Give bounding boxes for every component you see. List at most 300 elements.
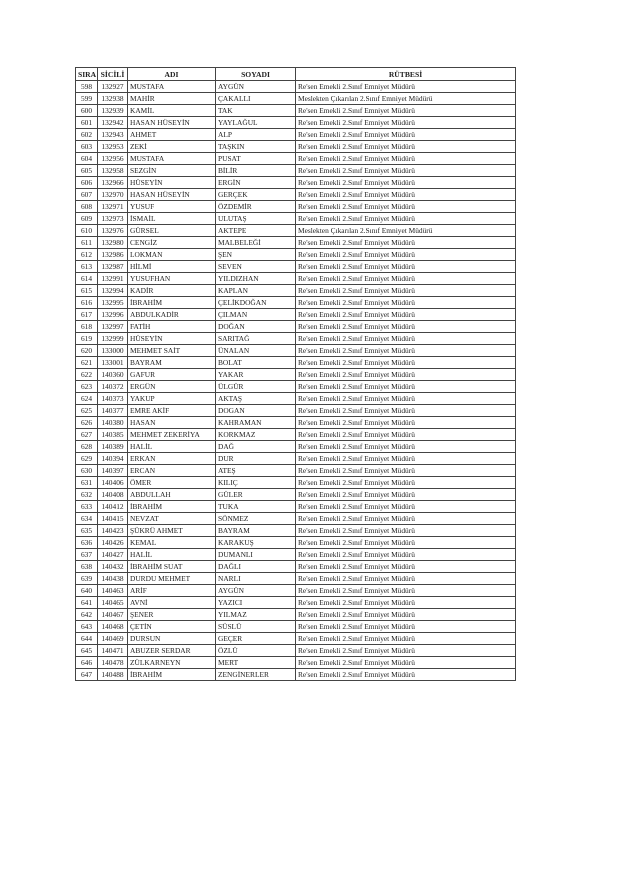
rank-cell: Re'sen Emekli 2.Sınıf Emniyet Müdürü bbox=[296, 309, 516, 321]
surname-cell: DAĞLI bbox=[216, 561, 296, 573]
table-row bbox=[76, 105, 516, 117]
sira-cell: 626 bbox=[76, 417, 98, 429]
surname-cell: AYGÜN bbox=[216, 585, 296, 597]
sicil-cell: 132973 bbox=[98, 213, 128, 225]
rank-cell: Re'sen Emekli 2.Sınıf Emniyet Müdürü bbox=[296, 561, 516, 573]
table-row bbox=[76, 489, 516, 501]
table-row bbox=[76, 501, 516, 513]
sicil-cell: 140465 bbox=[98, 597, 128, 609]
sicil-cell: 132999 bbox=[98, 333, 128, 345]
sicil-cell: 132987 bbox=[98, 261, 128, 273]
name-cell: MEHMET SAİT bbox=[128, 345, 216, 357]
rank-cell: Re'sen Emekli 2.Sınıf Emniyet Müdürü bbox=[296, 405, 516, 417]
table-row bbox=[76, 141, 516, 153]
name-cell: GAFUR bbox=[128, 369, 216, 381]
table-row bbox=[76, 369, 516, 381]
table-row bbox=[76, 453, 516, 465]
rank-cell: Re'sen Emekli 2.Sınıf Emniyet Müdürü bbox=[296, 477, 516, 489]
sira-cell: 610 bbox=[76, 225, 98, 237]
rank-cell: Re'sen Emekli 2.Sınıf Emniyet Müdürü bbox=[296, 597, 516, 609]
rank-cell: Re'sen Emekli 2.Sınıf Emniyet Müdürü bbox=[296, 609, 516, 621]
sira-cell: 645 bbox=[76, 645, 98, 657]
name-cell: YAKUP bbox=[128, 393, 216, 405]
name-cell: DURDU MEHMET bbox=[128, 573, 216, 585]
rank-cell: Re'sen Emekli 2.Sınıf Emniyet Müdürü bbox=[296, 489, 516, 501]
sicil-cell: 140397 bbox=[98, 465, 128, 477]
header-adi: ADI bbox=[128, 68, 216, 81]
name-cell: AHMET bbox=[128, 129, 216, 141]
surname-cell: YAZICI bbox=[216, 597, 296, 609]
rank-cell: Re'sen Emekli 2.Sınıf Emniyet Müdürü bbox=[296, 117, 516, 129]
sicil-cell: 132997 bbox=[98, 321, 128, 333]
name-cell: HİLMİ bbox=[128, 261, 216, 273]
sira-cell: 641 bbox=[76, 597, 98, 609]
sicil-cell: 132994 bbox=[98, 285, 128, 297]
sicil-cell: 132939 bbox=[98, 105, 128, 117]
table-row bbox=[76, 405, 516, 417]
sicil-cell: 132943 bbox=[98, 129, 128, 141]
surname-cell: MERT bbox=[216, 657, 296, 669]
surname-cell: NARLI bbox=[216, 573, 296, 585]
sicil-cell: 140438 bbox=[98, 573, 128, 585]
sira-cell: 632 bbox=[76, 489, 98, 501]
sira-cell: 631 bbox=[76, 477, 98, 489]
table-row bbox=[76, 441, 516, 453]
surname-cell: ERGİN bbox=[216, 177, 296, 189]
sicil-cell: 132986 bbox=[98, 249, 128, 261]
surname-cell: DOĞAN bbox=[216, 321, 296, 333]
surname-cell: TUKA bbox=[216, 501, 296, 513]
sira-cell: 623 bbox=[76, 381, 98, 393]
name-cell: KAMİL bbox=[128, 105, 216, 117]
sicil-cell: 140408 bbox=[98, 489, 128, 501]
table-row bbox=[76, 297, 516, 309]
rank-cell: Re'sen Emekli 2.Sınıf Emniyet Müdürü bbox=[296, 333, 516, 345]
sicil-cell: 140389 bbox=[98, 441, 128, 453]
surname-cell: ÇAKALLI bbox=[216, 93, 296, 105]
surname-cell: MALBELEĞİ bbox=[216, 237, 296, 249]
table-row bbox=[76, 309, 516, 321]
sicil-cell: 132995 bbox=[98, 297, 128, 309]
name-cell: FATİH bbox=[128, 321, 216, 333]
sicil-cell: 140372 bbox=[98, 381, 128, 393]
surname-cell: SÜSLÜ bbox=[216, 621, 296, 633]
sira-cell: 615 bbox=[76, 285, 98, 297]
sicil-cell: 132976 bbox=[98, 225, 128, 237]
surname-cell: ÖZLÜ bbox=[216, 645, 296, 657]
rank-cell: Re'sen Emekli 2.Sınıf Emniyet Müdürü bbox=[296, 141, 516, 153]
rank-cell: Re'sen Emekli 2.Sınıf Emniyet Müdürü bbox=[296, 453, 516, 465]
table-row bbox=[76, 81, 516, 93]
sicil-cell: 132996 bbox=[98, 309, 128, 321]
surname-cell: ALP bbox=[216, 129, 296, 141]
name-cell: HALİL bbox=[128, 549, 216, 561]
rank-cell: Re'sen Emekli 2.Sınıf Emniyet Müdürü bbox=[296, 525, 516, 537]
rank-cell: Re'sen Emekli 2.Sınıf Emniyet Müdürü bbox=[296, 321, 516, 333]
rank-cell: Re'sen Emekli 2.Sınıf Emniyet Müdürü bbox=[296, 573, 516, 585]
rank-cell: Re'sen Emekli 2.Sınıf Emniyet Müdürü bbox=[296, 345, 516, 357]
sira-cell: 607 bbox=[76, 189, 98, 201]
surname-cell: TAK bbox=[216, 105, 296, 117]
name-cell: ERKAN bbox=[128, 453, 216, 465]
table-row bbox=[76, 321, 516, 333]
surname-cell: ÜNALAN bbox=[216, 345, 296, 357]
sicil-cell: 132938 bbox=[98, 93, 128, 105]
table-row bbox=[76, 249, 516, 261]
sicil-cell: 140488 bbox=[98, 669, 128, 681]
table-row bbox=[76, 585, 516, 597]
table-row bbox=[76, 669, 516, 681]
name-cell: ÇETİN bbox=[128, 621, 216, 633]
name-cell: AVNİ bbox=[128, 597, 216, 609]
sira-cell: 608 bbox=[76, 201, 98, 213]
surname-cell: YAKAR bbox=[216, 369, 296, 381]
sira-cell: 606 bbox=[76, 177, 98, 189]
name-cell: MUSTAFA bbox=[128, 153, 216, 165]
table-row bbox=[76, 609, 516, 621]
surname-cell: SÖNMEZ bbox=[216, 513, 296, 525]
name-cell: YUSUF bbox=[128, 201, 216, 213]
name-cell: ÖMER bbox=[128, 477, 216, 489]
table-row bbox=[76, 129, 516, 141]
table-row bbox=[76, 465, 516, 477]
rank-cell: Re'sen Emekli 2.Sınıf Emniyet Müdürü bbox=[296, 189, 516, 201]
name-cell: MEHMET ZEKERİYA bbox=[128, 429, 216, 441]
sicil-cell: 140423 bbox=[98, 525, 128, 537]
sira-cell: 627 bbox=[76, 429, 98, 441]
name-cell: HASAN bbox=[128, 417, 216, 429]
surname-cell: ULUTAŞ bbox=[216, 213, 296, 225]
rank-cell: Re'sen Emekli 2.Sınıf Emniyet Müdürü bbox=[296, 657, 516, 669]
surname-cell: ÖZDEMİR bbox=[216, 201, 296, 213]
sira-cell: 643 bbox=[76, 621, 98, 633]
table-row bbox=[76, 393, 516, 405]
name-cell: İBRAHİM SUAT bbox=[128, 561, 216, 573]
name-cell: HÜSEYİN bbox=[128, 177, 216, 189]
table-body bbox=[76, 81, 516, 681]
table-row bbox=[76, 237, 516, 249]
name-cell: İBRAHİM bbox=[128, 297, 216, 309]
sira-cell: 599 bbox=[76, 93, 98, 105]
name-cell: ZÜLKARNEYN bbox=[128, 657, 216, 669]
surname-cell: DOGAN bbox=[216, 405, 296, 417]
name-cell: MUSTAFA bbox=[128, 81, 216, 93]
sira-cell: 647 bbox=[76, 669, 98, 681]
table-row bbox=[76, 549, 516, 561]
name-cell: LOKMAN bbox=[128, 249, 216, 261]
surname-cell: KORKMAZ bbox=[216, 429, 296, 441]
table-row bbox=[76, 537, 516, 549]
rank-cell: Re'sen Emekli 2.Sınıf Emniyet Müdürü bbox=[296, 369, 516, 381]
sira-cell: 636 bbox=[76, 537, 98, 549]
sicil-cell: 132966 bbox=[98, 177, 128, 189]
rank-cell: Re'sen Emekli 2.Sınıf Emniyet Müdürü bbox=[296, 357, 516, 369]
table-row bbox=[76, 225, 516, 237]
name-cell: ARİF bbox=[128, 585, 216, 597]
rank-cell: Re'sen Emekli 2.Sınıf Emniyet Müdürü bbox=[296, 429, 516, 441]
sira-cell: 617 bbox=[76, 309, 98, 321]
sira-cell: 604 bbox=[76, 153, 98, 165]
header-rutbesi: RÜTBESİ bbox=[296, 68, 516, 81]
rank-cell: Re'sen Emekli 2.Sınıf Emniyet Müdürü bbox=[296, 381, 516, 393]
name-cell: ZEKİ bbox=[128, 141, 216, 153]
sira-cell: 605 bbox=[76, 165, 98, 177]
sira-cell: 622 bbox=[76, 369, 98, 381]
sicil-cell: 140478 bbox=[98, 657, 128, 669]
rank-cell: Meslekten Çıkarılan 2.Sınıf Emniyet Müdürü bbox=[296, 93, 516, 105]
sira-cell: 618 bbox=[76, 321, 98, 333]
sicil-cell: 132991 bbox=[98, 273, 128, 285]
table-row bbox=[76, 621, 516, 633]
sira-cell: 633 bbox=[76, 501, 98, 513]
surname-cell: BOLAT bbox=[216, 357, 296, 369]
sicil-cell: 140385 bbox=[98, 429, 128, 441]
sicil-cell: 140432 bbox=[98, 561, 128, 573]
table-row bbox=[76, 177, 516, 189]
name-cell: ABDULLAH bbox=[128, 489, 216, 501]
sira-cell: 630 bbox=[76, 465, 98, 477]
document-page bbox=[75, 67, 515, 681]
name-cell: ERCAN bbox=[128, 465, 216, 477]
rank-cell: Re'sen Emekli 2.Sınıf Emniyet Müdürü bbox=[296, 285, 516, 297]
sicil-cell: 140467 bbox=[98, 609, 128, 621]
sira-cell: 638 bbox=[76, 561, 98, 573]
surname-cell: ÇELİKDOĞAN bbox=[216, 297, 296, 309]
sira-cell: 639 bbox=[76, 573, 98, 585]
rank-cell: Re'sen Emekli 2.Sınıf Emniyet Müdürü bbox=[296, 261, 516, 273]
rank-cell: Re'sen Emekli 2.Sınıf Emniyet Müdürü bbox=[296, 513, 516, 525]
table-row bbox=[76, 345, 516, 357]
surname-cell: AKTAŞ bbox=[216, 393, 296, 405]
sira-cell: 601 bbox=[76, 117, 98, 129]
name-cell: İBRAHİM bbox=[128, 669, 216, 681]
name-cell: YUSUFHAN bbox=[128, 273, 216, 285]
surname-cell: YILDIZHAN bbox=[216, 273, 296, 285]
sira-cell: 616 bbox=[76, 297, 98, 309]
rank-cell: Re'sen Emekli 2.Sınıf Emniyet Müdürü bbox=[296, 669, 516, 681]
table-row bbox=[76, 561, 516, 573]
rank-cell: Re'sen Emekli 2.Sınıf Emniyet Müdürü bbox=[296, 237, 516, 249]
sicil-cell: 140427 bbox=[98, 549, 128, 561]
name-cell: DURSUN bbox=[128, 633, 216, 645]
surname-cell: AYGÜN bbox=[216, 81, 296, 93]
table-row bbox=[76, 261, 516, 273]
rank-cell: Re'sen Emekli 2.Sınıf Emniyet Müdürü bbox=[296, 105, 516, 117]
surname-cell: KARAKUŞ bbox=[216, 537, 296, 549]
header-soyadi: SOYADI bbox=[216, 68, 296, 81]
rank-cell: Re'sen Emekli 2.Sınıf Emniyet Müdürü bbox=[296, 129, 516, 141]
sira-cell: 612 bbox=[76, 249, 98, 261]
personnel-table bbox=[75, 67, 516, 681]
surname-cell: YAYLAĞUL bbox=[216, 117, 296, 129]
table-row bbox=[76, 165, 516, 177]
table-row bbox=[76, 117, 516, 129]
name-cell: HÜSEYİN bbox=[128, 333, 216, 345]
name-cell: MAHİR bbox=[128, 93, 216, 105]
sira-cell: 611 bbox=[76, 237, 98, 249]
rank-cell: Re'sen Emekli 2.Sınıf Emniyet Müdürü bbox=[296, 81, 516, 93]
surname-cell: PUSAT bbox=[216, 153, 296, 165]
surname-cell: ATEŞ bbox=[216, 465, 296, 477]
rank-cell: Re'sen Emekli 2.Sınıf Emniyet Müdürü bbox=[296, 273, 516, 285]
sicil-cell: 140360 bbox=[98, 369, 128, 381]
rank-cell: Re'sen Emekli 2.Sınıf Emniyet Müdürü bbox=[296, 633, 516, 645]
sira-cell: 624 bbox=[76, 393, 98, 405]
sira-cell: 634 bbox=[76, 513, 98, 525]
surname-cell: DUR bbox=[216, 453, 296, 465]
sicil-cell: 133001 bbox=[98, 357, 128, 369]
surname-cell: KAPLAN bbox=[216, 285, 296, 297]
table-row bbox=[76, 201, 516, 213]
rank-cell: Re'sen Emekli 2.Sınıf Emniyet Müdürü bbox=[296, 537, 516, 549]
surname-cell: ZENGİNERLER bbox=[216, 669, 296, 681]
name-cell: İBRAHİM bbox=[128, 501, 216, 513]
surname-cell: SEVEN bbox=[216, 261, 296, 273]
rank-cell: Re'sen Emekli 2.Sınıf Emniyet Müdürü bbox=[296, 393, 516, 405]
name-cell: ŞENER bbox=[128, 609, 216, 621]
name-cell: KADİR bbox=[128, 285, 216, 297]
rank-cell: Re'sen Emekli 2.Sınıf Emniyet Müdürü bbox=[296, 501, 516, 513]
sira-cell: 635 bbox=[76, 525, 98, 537]
sicil-cell: 140469 bbox=[98, 633, 128, 645]
sicil-cell: 140463 bbox=[98, 585, 128, 597]
sira-cell: 603 bbox=[76, 141, 98, 153]
surname-cell: ŞEN bbox=[216, 249, 296, 261]
surname-cell: DUMANLI bbox=[216, 549, 296, 561]
rank-cell: Re'sen Emekli 2.Sınıf Emniyet Müdürü bbox=[296, 417, 516, 429]
rank-cell: Re'sen Emekli 2.Sınıf Emniyet Müdürü bbox=[296, 585, 516, 597]
surname-cell: BİLİR bbox=[216, 165, 296, 177]
sira-cell: 642 bbox=[76, 609, 98, 621]
surname-cell: YILMAZ bbox=[216, 609, 296, 621]
table-row bbox=[76, 333, 516, 345]
table-row bbox=[76, 153, 516, 165]
sira-cell: 628 bbox=[76, 441, 98, 453]
sira-cell: 625 bbox=[76, 405, 98, 417]
sira-cell: 602 bbox=[76, 129, 98, 141]
table-row bbox=[76, 357, 516, 369]
sira-cell: 613 bbox=[76, 261, 98, 273]
surname-cell: TAŞKIN bbox=[216, 141, 296, 153]
sicil-cell: 140412 bbox=[98, 501, 128, 513]
rank-cell: Re'sen Emekli 2.Sınıf Emniyet Müdürü bbox=[296, 153, 516, 165]
surname-cell: DAĞ bbox=[216, 441, 296, 453]
sira-cell: 621 bbox=[76, 357, 98, 369]
surname-cell: GÜLER bbox=[216, 489, 296, 501]
surname-cell: KILIÇ bbox=[216, 477, 296, 489]
sira-cell: 646 bbox=[76, 657, 98, 669]
table-row bbox=[76, 381, 516, 393]
sira-cell: 644 bbox=[76, 633, 98, 645]
header-sicili: SİCİLİ bbox=[98, 68, 128, 81]
name-cell: HASAN HÜSEYİN bbox=[128, 189, 216, 201]
table-row bbox=[76, 573, 516, 585]
sicil-cell: 140468 bbox=[98, 621, 128, 633]
sicil-cell: 140415 bbox=[98, 513, 128, 525]
sicil-cell: 133000 bbox=[98, 345, 128, 357]
sicil-cell: 132956 bbox=[98, 153, 128, 165]
name-cell: ABUZER SERDAR bbox=[128, 645, 216, 657]
table-row bbox=[76, 633, 516, 645]
sicil-cell: 140377 bbox=[98, 405, 128, 417]
table-row bbox=[76, 273, 516, 285]
name-cell: GÜRSEL bbox=[128, 225, 216, 237]
name-cell: HALİL bbox=[128, 441, 216, 453]
name-cell: NEVZAT bbox=[128, 513, 216, 525]
rank-cell: Re'sen Emekli 2.Sınıf Emniyet Müdürü bbox=[296, 213, 516, 225]
table-row bbox=[76, 93, 516, 105]
sicil-cell: 132927 bbox=[98, 81, 128, 93]
rank-cell: Re'sen Emekli 2.Sınıf Emniyet Müdürü bbox=[296, 441, 516, 453]
sira-cell: 600 bbox=[76, 105, 98, 117]
sicil-cell: 140406 bbox=[98, 477, 128, 489]
sicil-cell: 132953 bbox=[98, 141, 128, 153]
surname-cell: GEÇER bbox=[216, 633, 296, 645]
name-cell: ERGÜN bbox=[128, 381, 216, 393]
sira-cell: 620 bbox=[76, 345, 98, 357]
rank-cell: Re'sen Emekli 2.Sınıf Emniyet Müdürü bbox=[296, 621, 516, 633]
sira-cell: 609 bbox=[76, 213, 98, 225]
sira-cell: 629 bbox=[76, 453, 98, 465]
sicil-cell: 140380 bbox=[98, 417, 128, 429]
name-cell: ABDULKADİR bbox=[128, 309, 216, 321]
table-row bbox=[76, 213, 516, 225]
name-cell: İSMAİL bbox=[128, 213, 216, 225]
surname-cell: AKTEPE bbox=[216, 225, 296, 237]
rank-cell: Re'sen Emekli 2.Sınıf Emniyet Müdürü bbox=[296, 165, 516, 177]
rank-cell: Re'sen Emekli 2.Sınıf Emniyet Müdürü bbox=[296, 465, 516, 477]
sicil-cell: 132980 bbox=[98, 237, 128, 249]
table-row bbox=[76, 645, 516, 657]
rank-cell: Meslekten Çıkarılan 2.Sınıf Emniyet Müdürü bbox=[296, 225, 516, 237]
sira-cell: 619 bbox=[76, 333, 98, 345]
sicil-cell: 140394 bbox=[98, 453, 128, 465]
sicil-cell: 140471 bbox=[98, 645, 128, 657]
sicil-cell: 132942 bbox=[98, 117, 128, 129]
rank-cell: Re'sen Emekli 2.Sınıf Emniyet Müdürü bbox=[296, 297, 516, 309]
sira-cell: 614 bbox=[76, 273, 98, 285]
sira-cell: 598 bbox=[76, 81, 98, 93]
rank-cell: Re'sen Emekli 2.Sınıf Emniyet Müdürü bbox=[296, 201, 516, 213]
table-row bbox=[76, 525, 516, 537]
sicil-cell: 140373 bbox=[98, 393, 128, 405]
name-cell: BAYRAM bbox=[128, 357, 216, 369]
sira-cell: 637 bbox=[76, 549, 98, 561]
rank-cell: Re'sen Emekli 2.Sınıf Emniyet Müdürü bbox=[296, 549, 516, 561]
surname-cell: BAYRAM bbox=[216, 525, 296, 537]
surname-cell: ÇILMAN bbox=[216, 309, 296, 321]
header-sira: SIRA bbox=[76, 68, 98, 81]
sicil-cell: 132971 bbox=[98, 201, 128, 213]
name-cell: KEMAL bbox=[128, 537, 216, 549]
name-cell: CENGİZ bbox=[128, 237, 216, 249]
surname-cell: GERÇEK bbox=[216, 189, 296, 201]
table-row bbox=[76, 513, 516, 525]
sicil-cell: 132958 bbox=[98, 165, 128, 177]
table-row bbox=[76, 417, 516, 429]
name-cell: ŞÜKRÜ AHMET bbox=[128, 525, 216, 537]
name-cell: SEZGİN bbox=[128, 165, 216, 177]
table-row bbox=[76, 477, 516, 489]
table-row bbox=[76, 429, 516, 441]
rank-cell: Re'sen Emekli 2.Sınıf Emniyet Müdürü bbox=[296, 177, 516, 189]
rank-cell: Re'sen Emekli 2.Sınıf Emniyet Müdürü bbox=[296, 249, 516, 261]
table-row bbox=[76, 285, 516, 297]
rank-cell: Re'sen Emekli 2.Sınıf Emniyet Müdürü bbox=[296, 645, 516, 657]
surname-cell: KAHRAMAN bbox=[216, 417, 296, 429]
sicil-cell: 132970 bbox=[98, 189, 128, 201]
surname-cell: SARITAĞ bbox=[216, 333, 296, 345]
